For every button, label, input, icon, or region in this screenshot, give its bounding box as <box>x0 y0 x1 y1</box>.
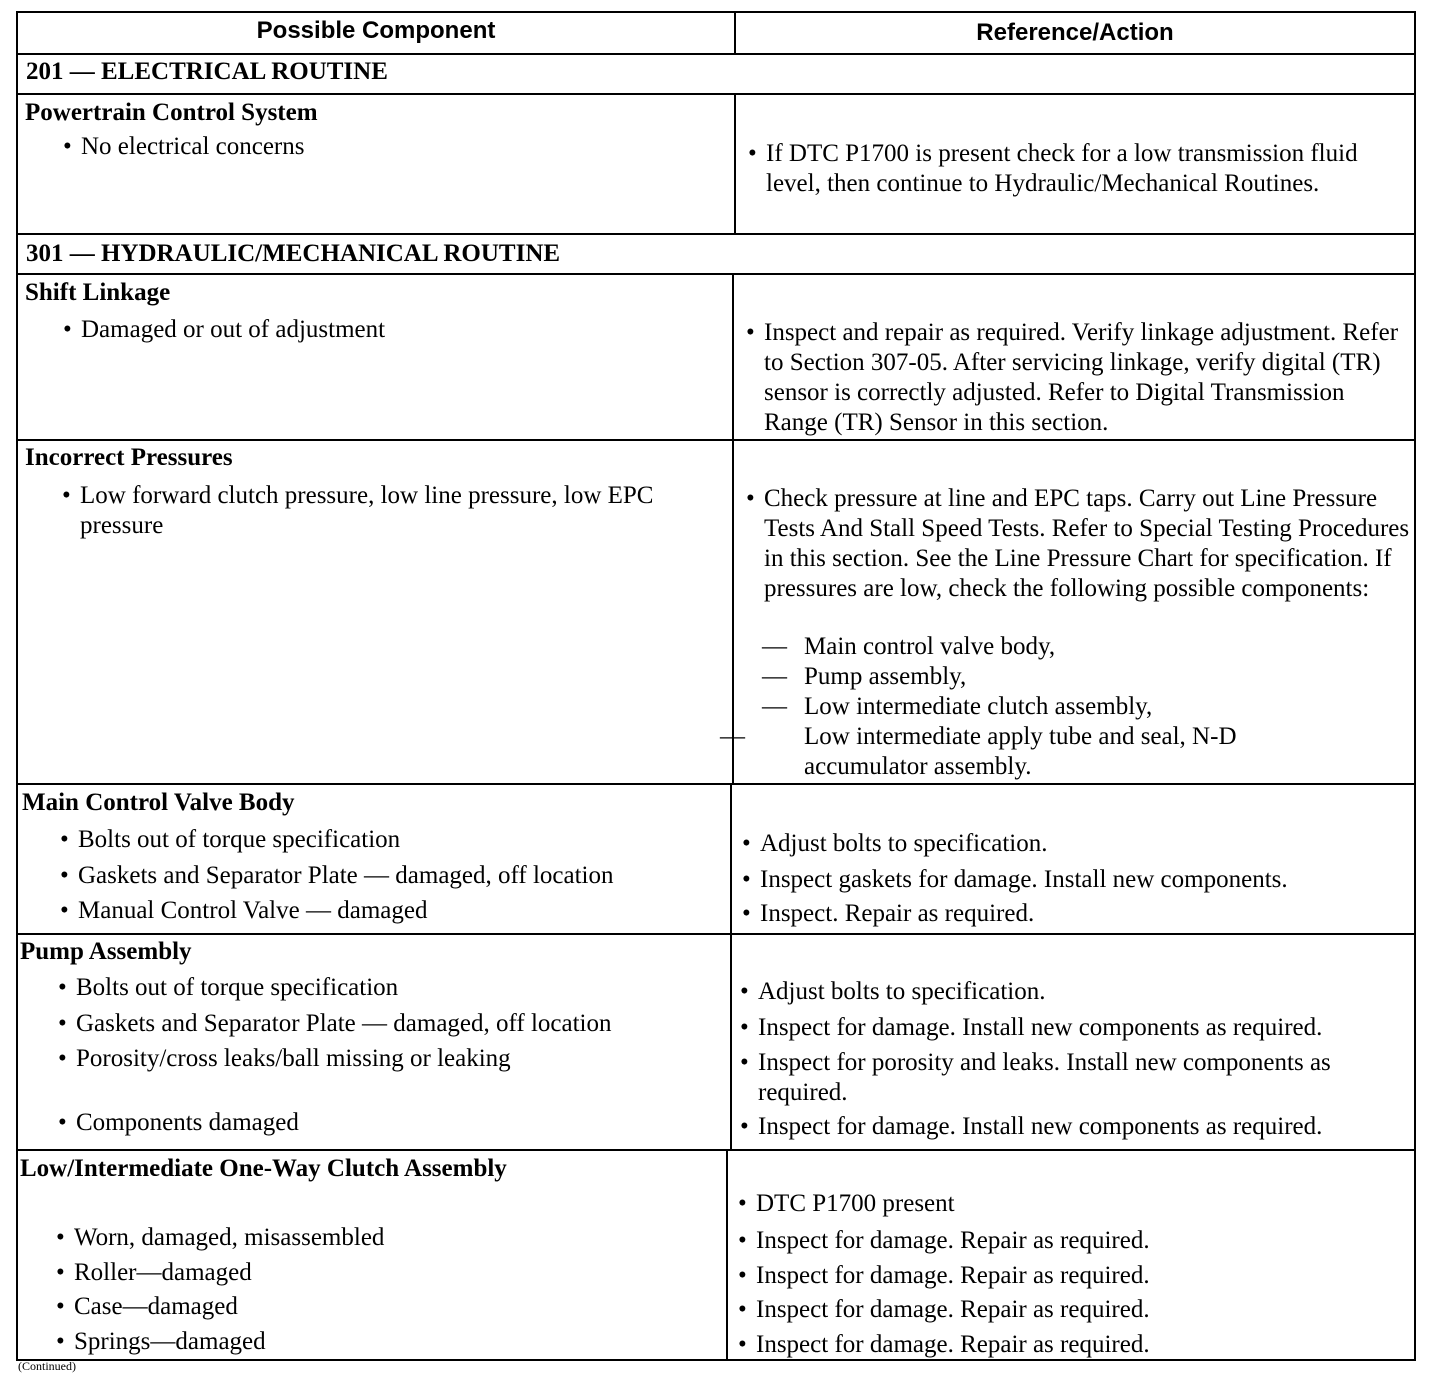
sub-list-item <box>762 632 1055 662</box>
list-item <box>742 899 1034 929</box>
component-cell <box>18 935 732 1149</box>
action-cell <box>720 441 1414 783</box>
list-item <box>56 1292 238 1322</box>
list-item <box>60 896 427 926</box>
bullet: • <box>63 316 72 343</box>
action-text: Adjust bolts to specification. <box>760 830 1048 857</box>
table-row <box>18 935 1414 1151</box>
component-title: Pump Assembly <box>20 938 192 965</box>
list-item <box>738 1330 1150 1360</box>
sub-action-text: Low intermediate clutch assembly, <box>804 693 1153 720</box>
action-text: Inspect for damage. Install new components as required. <box>758 1113 1323 1140</box>
action-cell <box>734 275 1414 439</box>
item-text: Gaskets and Separator Plate — damaged, off location <box>78 862 614 889</box>
bullet: • <box>738 1227 747 1254</box>
item-text: Springs—damaged <box>74 1328 266 1355</box>
bullet: • <box>742 900 751 927</box>
bullet: • <box>746 319 755 346</box>
bullet: • <box>62 482 71 509</box>
action-text: Inspect for damage. Install new components as required. <box>758 1014 1323 1041</box>
sub-action-text: Pump assembly, <box>804 663 967 690</box>
dash: — <box>762 663 787 690</box>
list-item <box>738 1189 955 1219</box>
sub-list-item <box>762 692 1152 722</box>
item-text: Manual Control Valve — damaged <box>78 897 428 924</box>
action-cell <box>736 95 1414 233</box>
list-item <box>58 973 398 1003</box>
list-item <box>742 865 1288 895</box>
list-item <box>738 1261 1150 1291</box>
list-item <box>742 829 1047 859</box>
bullet: • <box>58 1109 67 1136</box>
action-text: If DTC P1700 is present check for a low transmission fluid level, then continue to Hydraulic/Mechanical Routines. <box>766 140 1358 197</box>
dash: — <box>720 723 745 750</box>
bullet: • <box>748 140 757 167</box>
action-cell <box>728 1151 1414 1359</box>
action-text: DTC P1700 present <box>756 1190 955 1217</box>
component-cell <box>18 785 732 933</box>
bullet: • <box>740 1049 749 1076</box>
component-title: Low/Intermediate One-Way Clutch Assembly <box>20 1155 507 1182</box>
list-item <box>740 1013 1322 1043</box>
bullet: • <box>738 1190 747 1217</box>
list-item <box>746 484 1414 604</box>
bullet: • <box>742 866 751 893</box>
bullet: • <box>740 1014 749 1041</box>
table-row <box>18 441 1414 785</box>
component-title: Shift Linkage <box>25 279 171 306</box>
bullet: • <box>742 830 751 857</box>
bullet: • <box>746 485 755 512</box>
table-row <box>18 275 1414 441</box>
list-item <box>746 318 1414 438</box>
item-text: Gaskets and Separator Plate — damaged, off location <box>76 1010 612 1037</box>
bullet: • <box>738 1296 747 1323</box>
bullet: • <box>60 897 69 924</box>
action-text: Inspect for porosity and leaks. Install new components as required. <box>758 1049 1331 1106</box>
continued-footnote: (Continued) <box>18 1359 76 1373</box>
bullet: • <box>740 978 749 1005</box>
list-item <box>56 1258 252 1288</box>
item-text: No electrical concerns <box>81 133 305 160</box>
item-text: Bolts out of torque specification <box>76 974 399 1001</box>
bullet: • <box>56 1259 65 1286</box>
component-cell <box>18 441 734 783</box>
sub-list-item <box>762 662 966 692</box>
bullet: • <box>56 1328 65 1355</box>
component-cell <box>18 1151 728 1359</box>
item-text: Worn, damaged, misassembled <box>74 1224 385 1251</box>
sub-list-item <box>720 722 1344 782</box>
table-row <box>18 1151 1414 1359</box>
list-item <box>738 1226 1150 1256</box>
dash: — <box>762 693 787 720</box>
action-text: Inspect for damage. Repair as required. <box>756 1262 1150 1289</box>
section-title: 201 — ELECTRICAL ROUTINE <box>18 53 1414 95</box>
list-item <box>62 481 720 541</box>
item-text: Case—damaged <box>74 1293 238 1320</box>
dash: — <box>762 633 787 660</box>
bullet: • <box>58 974 67 1001</box>
diagnostic-table <box>16 11 1416 1361</box>
action-text: Inspect for damage. Repair as required. <box>756 1331 1150 1358</box>
bullet: • <box>63 133 72 160</box>
table-row <box>18 785 1414 935</box>
list-item <box>740 1048 1408 1108</box>
list-item <box>56 1327 266 1357</box>
list-item <box>63 315 385 345</box>
action-text: Inspect for damage. Repair as required. <box>756 1227 1150 1254</box>
list-item <box>58 1044 511 1074</box>
action-text: Inspect and repair as required. Verify linkage adjustment. Refer to Section 307-05. After servicing linkage, verify digital (TR) sensor is correctly adjusted. Refer to Digital Transmission Range (TR) Sensor in this section. <box>764 319 1399 436</box>
table-row <box>18 95 1414 235</box>
bullet: • <box>58 1045 67 1072</box>
item-text: Components damaged <box>76 1109 299 1136</box>
bullet: • <box>56 1293 65 1320</box>
action-text: Inspect for damage. Repair as required. <box>756 1296 1150 1323</box>
bullet: • <box>60 862 69 889</box>
component-title: Main Control Valve Body <box>22 789 295 816</box>
section-title: 301 — HYDRAULIC/MECHANICAL ROUTINE <box>18 235 1414 275</box>
item-text: Low forward clutch pressure, low line pressure, low EPC pressure <box>80 482 654 539</box>
column-header-action: Reference/Action <box>976 19 1174 46</box>
list-item <box>60 825 400 855</box>
action-text: Inspect gaskets for damage. Install new components. <box>760 866 1288 893</box>
list-item <box>738 1295 1150 1325</box>
item-text: Bolts out of torque specification <box>78 826 401 853</box>
bullet: • <box>58 1010 67 1037</box>
list-item <box>748 139 1406 199</box>
action-text: Check pressure at line and EPC taps. Carry out Line Pressure Tests And Stall Speed Tests. Refer to Special Testing Procedures in this section. See the Line Pressure Chart for specification. If pressures are low, check the following possible components: <box>764 485 1410 602</box>
list-item <box>60 861 614 891</box>
action-cell <box>732 935 1414 1149</box>
action-text: Inspect. Repair as required. <box>760 900 1035 927</box>
bullet: • <box>738 1331 747 1358</box>
list-item <box>63 132 305 162</box>
item-text: Roller—damaged <box>74 1259 252 1286</box>
list-item <box>740 1112 1322 1142</box>
sub-action-text: Main control valve body, <box>804 633 1056 660</box>
list-item <box>58 1009 612 1039</box>
component-title: Powertrain Control System <box>25 99 318 126</box>
component-title: Incorrect Pressures <box>25 444 233 471</box>
item-text: Damaged or out of adjustment <box>81 316 386 343</box>
bullet: • <box>740 1113 749 1140</box>
table-header <box>18 13 1414 55</box>
action-cell <box>732 785 1414 933</box>
component-cell <box>18 95 736 233</box>
bullet: • <box>56 1224 65 1251</box>
list-item <box>58 1108 299 1138</box>
item-text: Porosity/cross leaks/ball missing or leaking <box>76 1045 511 1072</box>
sub-action-text: Low intermediate apply tube and seal, N-D accumulator assembly. <box>804 723 1237 780</box>
list-item <box>56 1223 384 1253</box>
column-header-component: Possible Component <box>18 13 736 53</box>
bullet: • <box>738 1262 747 1289</box>
list-item <box>740 977 1045 1007</box>
component-cell <box>18 275 734 439</box>
bullet: • <box>60 826 69 853</box>
action-text: Adjust bolts to specification. <box>758 978 1046 1005</box>
